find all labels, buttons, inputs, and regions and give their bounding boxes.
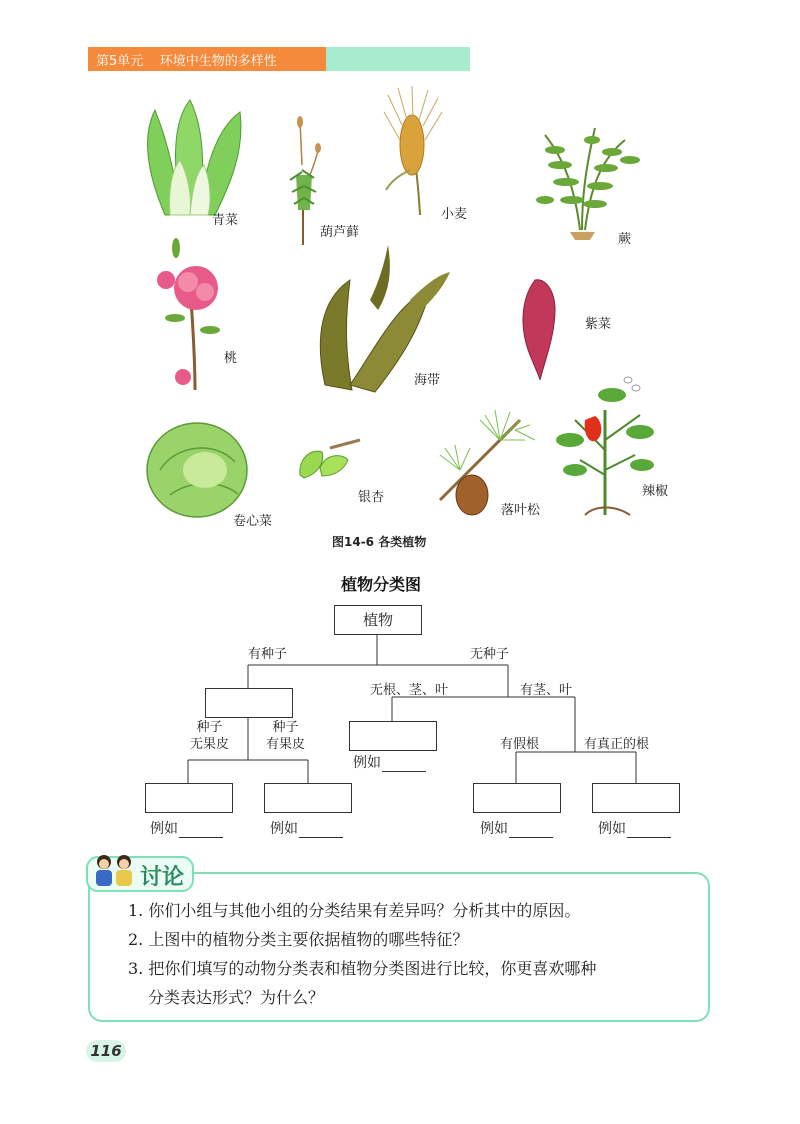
root-box (334, 605, 422, 635)
example-gymnosperm (150, 818, 223, 838)
label-no-pericarp: 无果皮 (190, 737, 230, 752)
example-label: 例如 (150, 821, 178, 837)
label-seed-1: 种子 (196, 720, 223, 735)
diagram-title: 植物分类图 (341, 575, 422, 594)
label-seed-2: 种子 (272, 720, 299, 735)
gymnosperm-box[interactable] (145, 783, 233, 813)
label-qingcai: 青菜 (212, 213, 239, 228)
moss-box[interactable] (473, 783, 561, 813)
label-haidai: 海带 (414, 373, 441, 388)
root-label: 植物 (362, 611, 393, 629)
students-icon (92, 852, 138, 892)
example-algae (353, 752, 426, 772)
label-seed-has-pericarp (266, 719, 305, 753)
label-jue: 蕨 (618, 232, 632, 247)
algae-box[interactable] (349, 721, 437, 751)
label-huluxian: 葫芦藓 (320, 225, 360, 240)
unit-title: 第5单元 环境中生物的多样性 (96, 54, 277, 69)
label-zicai: 紫菜 (585, 317, 612, 332)
fern-box[interactable] (592, 783, 680, 813)
question-3: 3. 把你们填写的动物分类表和植物分类图进行比较，你更喜欢哪种 (128, 959, 597, 978)
discussion-title: 讨论 (140, 865, 185, 890)
label-false-root: 有假根 (500, 737, 540, 752)
example-label: 例如 (598, 821, 626, 837)
question-3-cont: 分类表达形式？为什么？ (148, 988, 325, 1007)
label-true-root: 有真正的根 (584, 737, 650, 752)
label-tao: 桃 (224, 351, 238, 366)
angiosperm-box[interactable] (264, 783, 352, 813)
figure-caption: 图14-6 各类植物 (332, 535, 427, 549)
seed-plant-box[interactable] (205, 688, 293, 718)
example-label: 例如 (480, 821, 508, 837)
example-fern (598, 818, 671, 838)
question-2: 2. 上图中的植物分类主要依据植物的哪些特征？ (128, 930, 469, 949)
label-no-seed: 无种子 (470, 647, 510, 662)
label-has-pericarp: 有果皮 (266, 737, 306, 752)
example-label: 例如 (270, 821, 298, 837)
example-moss (480, 818, 553, 838)
label-yinxing: 银杏 (358, 490, 385, 505)
example-angiosperm (270, 818, 343, 838)
label-has-seed: 有种子 (248, 647, 288, 662)
label-seed-no-pericarp (190, 719, 229, 753)
question-1: 1. 你们小组与其他小组的分类结果有差异吗？分析其中的原因。 (128, 901, 581, 920)
label-juanxincai: 卷心菜 (233, 514, 273, 529)
label-no-root-stem-leaf: 无根、茎、叶 (370, 683, 449, 698)
example-label: 例如 (353, 755, 381, 771)
page-number: 116 (86, 1040, 126, 1062)
label-xiaomai: 小麦 (441, 207, 468, 222)
label-lajiao: 辣椒 (642, 484, 669, 499)
label-has-stem-leaf: 有茎、叶 (520, 683, 573, 698)
label-luoyesong: 落叶松 (501, 503, 541, 518)
